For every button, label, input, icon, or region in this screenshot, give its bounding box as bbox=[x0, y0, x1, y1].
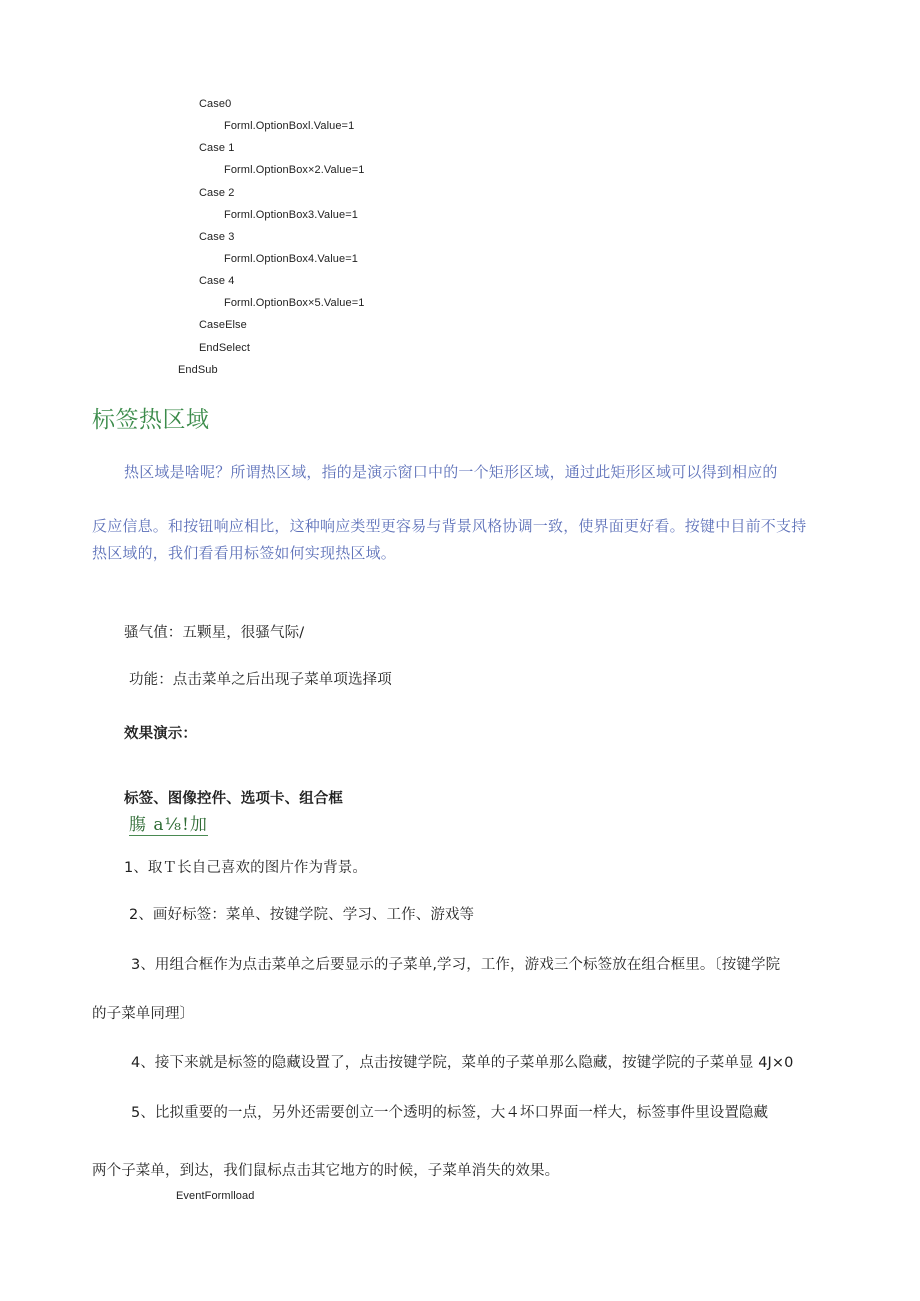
intro-line-3: 热区域的，我们看看用标签如何实现热区域。 bbox=[92, 544, 397, 562]
step-3-line-2: 的子菜单同理〕 bbox=[92, 1006, 195, 1022]
code-line-case3: Case 3 bbox=[199, 231, 235, 243]
demo-label: 效果演示： bbox=[124, 726, 197, 742]
step-1: 1、取Ｔ长自己喜欢的图片作为背景。 bbox=[124, 860, 367, 876]
code-line-case-else: CaseElse bbox=[199, 319, 247, 331]
intro-line-2: 反应信息。和按钮响应相比，这种响应类型更容易与背景风格协调一致，使界面更好看。按键中目前不支持 bbox=[92, 517, 807, 535]
step-2: 2、画好标签：菜单、按键学院、学习、工作、游戏等 bbox=[129, 907, 475, 923]
code-line-optionbox4: Forml.OptionBox4.Value=1 bbox=[224, 253, 358, 265]
step-5-line-1: 5、比拟重要的一点，另外还需要创立一个透明的标签，大４坏口界面一样大，标签事件里设置隐藏 bbox=[131, 1105, 769, 1121]
section-title: 标签热区域 bbox=[92, 407, 210, 433]
code-line-optionbox1: Forml.OptionBoxl.Value=1 bbox=[224, 120, 355, 132]
function-text: 功能：点击菜单之后出现子菜单项选择项 bbox=[129, 672, 392, 688]
code-line-optionbox5: Forml.OptionBox×5.Value=1 bbox=[224, 297, 365, 309]
code-line-event-formload: EventFormlload bbox=[176, 1190, 255, 1202]
code-line-case0: Case0 bbox=[199, 98, 232, 110]
intro-line-1: 热区域是啥呢？所谓热区域，指的是演示窗口中的一个矩形区域，通过此矩形区域可以得到相应的 bbox=[124, 463, 778, 481]
garbled-image-text: 膓 a⅛!加 bbox=[129, 810, 208, 836]
code-line-case2: Case 2 bbox=[199, 187, 235, 199]
code-line-case4: Case 4 bbox=[199, 275, 235, 287]
controls-list: 标签、图像控件、选项卡、组合框 bbox=[124, 791, 343, 807]
code-line-end-sub: EndSub bbox=[178, 364, 218, 376]
code-line-end-select: EndSelect bbox=[199, 342, 251, 354]
rating-text: 骚气值：五颗星，很骚气际/ bbox=[124, 625, 305, 641]
step-3-line-1: 3、用组合框作为点击菜单之后要显示的子菜单,学习，工作，游戏三个标签放在组合框里。〔按键学院 bbox=[131, 957, 781, 973]
code-line-optionbox3: Forml.OptionBox3.Value=1 bbox=[224, 209, 358, 221]
step-5-line-2: 两个子菜单，到达，我们鼠标点击其它地方的时候，子菜单消失的效果。 bbox=[92, 1163, 560, 1179]
code-line-optionbox2: Forml.OptionBox×2.Value=1 bbox=[224, 164, 365, 176]
code-line-case1: Case 1 bbox=[199, 142, 235, 154]
step-4: 4、接下来就是标签的隐藏设置了，点击按键学院，菜单的子菜单那么隐藏，按键学院的子菜单显 4J×0 bbox=[131, 1055, 794, 1071]
